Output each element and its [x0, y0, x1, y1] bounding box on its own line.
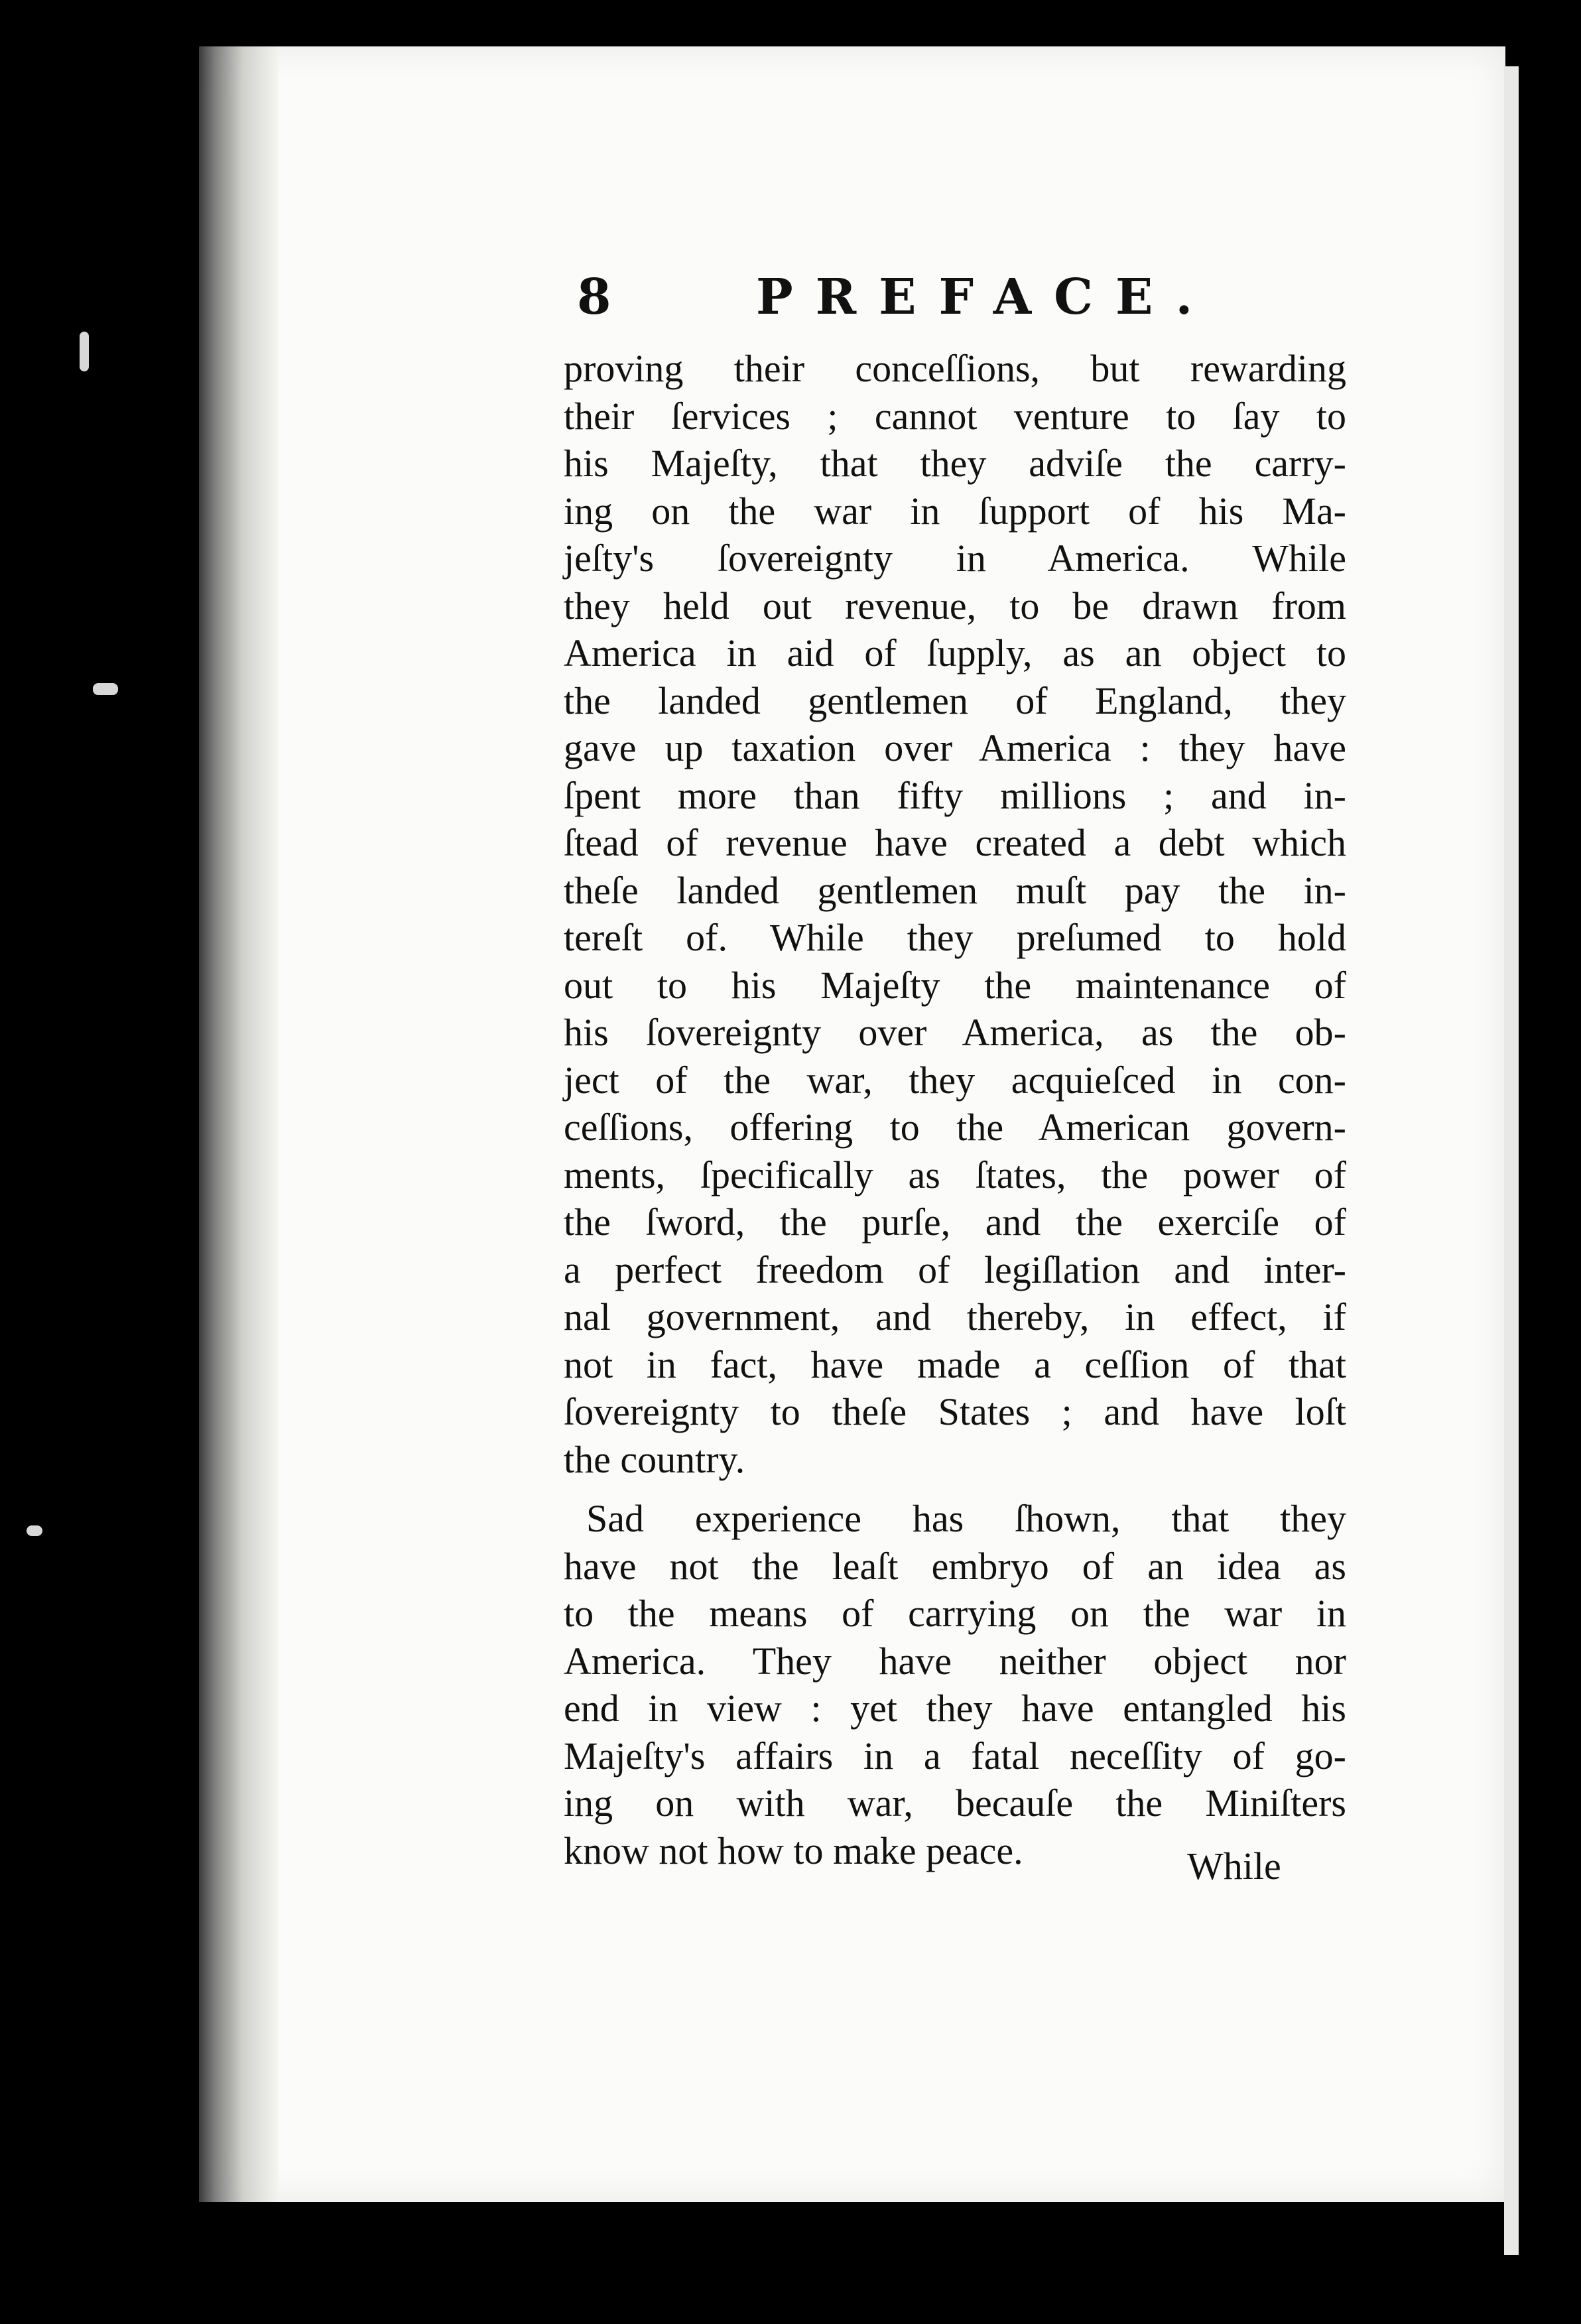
- binding-mark: [27, 1525, 42, 1536]
- book-spine-shadow: [199, 46, 279, 2202]
- text-line: America in aid of ſupply, as an object to: [564, 631, 1346, 675]
- text-line: nal government, and thereby, in effect, if: [564, 1295, 1346, 1338]
- text-line: to the means of carrying on the war in: [564, 1592, 1346, 1635]
- text-line: the country.: [564, 1437, 745, 1481]
- text-line: ing on with war, becauſe the Miniſters: [564, 1781, 1346, 1825]
- text-line: jeſty's ſovereignty in America. While: [564, 537, 1346, 580]
- text-line: ſovereignty to theſe States ; and have loſt: [564, 1390, 1346, 1433]
- catchword: While: [1187, 1844, 1281, 1888]
- text-line: Majeſty's affairs in a fatal neceſſity of go-: [564, 1734, 1346, 1777]
- text-line: gave up taxation over America : they have: [564, 726, 1346, 769]
- text-line: not in fact, have made a ceſſion of that: [564, 1342, 1346, 1386]
- text-line: tereſt of. While they preſumed to hold: [564, 916, 1346, 959]
- binding-mark: [80, 332, 89, 371]
- text-line: ments, ſpecifically as ſtates, the power of: [564, 1153, 1346, 1196]
- text-line: the ſword, the purſe, and the exerciſe of: [564, 1200, 1346, 1244]
- text-line: know not how to make peace.: [564, 1829, 1023, 1872]
- running-head: PREFACE.: [756, 269, 1216, 326]
- text-line: they held out revenue, to be drawn from: [564, 584, 1346, 627]
- text-line: end in view : yet they have entangled his: [564, 1687, 1346, 1730]
- text-line: a perfect freedom of legiſlation and inter-: [564, 1248, 1346, 1291]
- text-line: Sad experience has ſhown, that they: [586, 1497, 1346, 1540]
- text-line: out to his Majeſty the maintenance of: [564, 963, 1346, 1007]
- text-line: his ſovereignty over America, as the ob-: [564, 1011, 1346, 1054]
- text-line: ceſſions, offering to the American govern-: [564, 1106, 1346, 1149]
- text-line: theſe landed gentlemen muſt pay the in-: [564, 868, 1346, 912]
- text-line: proving their conceſſions, but rewarding: [564, 347, 1346, 390]
- text-line: ing on the war in ſupport of his Ma-: [564, 489, 1346, 533]
- page-right-edge: [1504, 66, 1519, 2255]
- text-line: his Majeſty, that they adviſe the carry-: [564, 442, 1346, 485]
- text-line: have not the leaſt embryo of an idea as: [564, 1544, 1346, 1588]
- text-line: America. They have neither object nor: [564, 1639, 1346, 1683]
- text-line: the landed gentlemen of England, they: [564, 678, 1346, 722]
- text-line: their ſervices ; cannot venture to ſay to: [564, 394, 1346, 438]
- text-line: ſpent more than fifty millions ; and in-: [564, 773, 1346, 817]
- page-header: [577, 269, 1373, 342]
- binding-mark: [93, 683, 118, 695]
- body-text: [564, 345, 1346, 1874]
- text-line: ſtead of revenue have created a debt which: [564, 821, 1346, 864]
- page-number: 8: [577, 269, 611, 326]
- text-line: ject of the war, they acquieſced in con-: [564, 1058, 1346, 1102]
